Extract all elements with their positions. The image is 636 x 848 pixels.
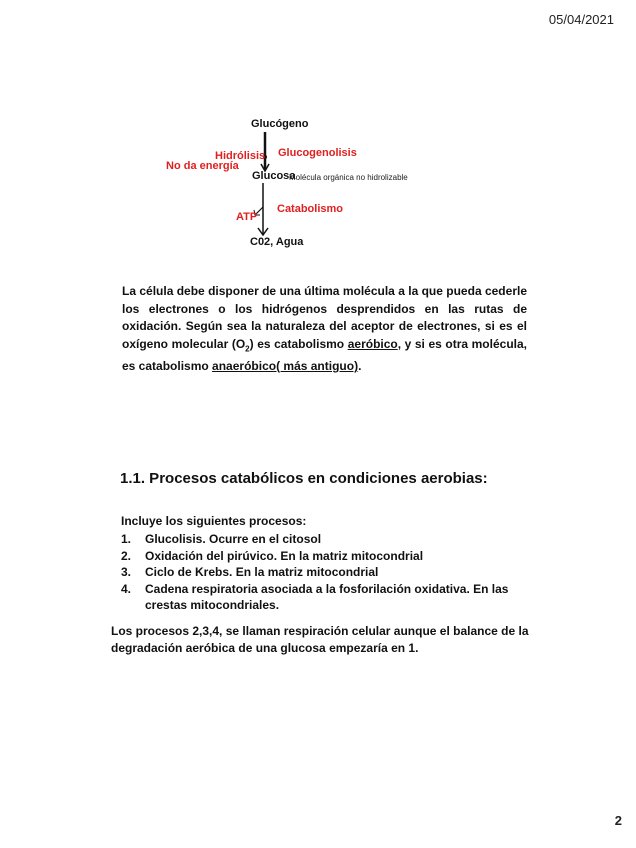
list-item <box>121 581 531 614</box>
acceptor-paragraph <box>122 283 527 375</box>
section-heading: 1.1. Procesos catabólicos en condiciones aerobias: <box>120 470 488 487</box>
list-item <box>121 564 531 581</box>
hydrolysis-label: Hidrólisis <box>215 150 266 162</box>
paragraph-text-after: , y si es otra molécula, es catabolismo <box>122 336 527 373</box>
process-intro: Incluye los siguientes procesos: <box>121 514 307 528</box>
oxygen-subscript: 2 <box>245 344 250 354</box>
closing-paragraph: Los procesos 2,3,4, se llaman respiración celular aunque el balance de la degradación aeróbica de una glucosa empezaría en 1. <box>111 624 529 655</box>
glycogenolysis-label: Glucogenolisis <box>278 147 357 159</box>
list-item <box>121 531 531 548</box>
list-item-number: 3. <box>121 565 132 579</box>
page-number: 2 <box>614 813 622 828</box>
products-label: C02, Agua <box>250 236 304 248</box>
glucose-label: Glucosa <box>252 170 296 182</box>
list-item-text: Ciclo de Krebs. En la matriz mitocondrial <box>145 565 379 579</box>
process-list <box>121 531 531 614</box>
list-item-text: Cadena respiratoria asociada a la fosforilación oxidativa. En las crestas mitocondriales. <box>145 581 509 612</box>
list-item <box>121 548 531 565</box>
list-item-text: Glucolisis. Ocurre en el citosol <box>145 532 322 546</box>
paragraph-text-middle: ) es catabolismo <box>249 336 348 351</box>
list-item-number: 1. <box>121 532 132 546</box>
no-energy-label: No da energía <box>166 160 239 172</box>
list-item-number: 2. <box>121 548 132 563</box>
anaerobic-term: anaeróbico( más antiguo) <box>212 358 359 373</box>
glycogen-label: Glucógeno <box>251 118 309 130</box>
catabolism-label: Catabolismo <box>277 203 344 215</box>
paragraph-end: . <box>358 358 362 373</box>
page-date: 05/04/2021 <box>548 12 614 27</box>
aerobic-term: aeróbico <box>347 336 398 351</box>
list-item-number: 4. <box>121 581 132 596</box>
list-item-text: Oxidación del pirúvico. En la matriz mitocondrial <box>145 548 424 563</box>
atp-label: ATP <box>236 211 258 223</box>
glucose-note: Molécula orgánica no hidrolizable <box>289 173 408 182</box>
paragraph-text-before: La célula debe disponer de una última molécula a la que pueda cederle los electrones o los hidrógenos desprendidos en las rutas de oxidación. Según sea la naturaleza del aceptor de electrones, si es el oxígeno molecular (O <box>122 284 527 351</box>
